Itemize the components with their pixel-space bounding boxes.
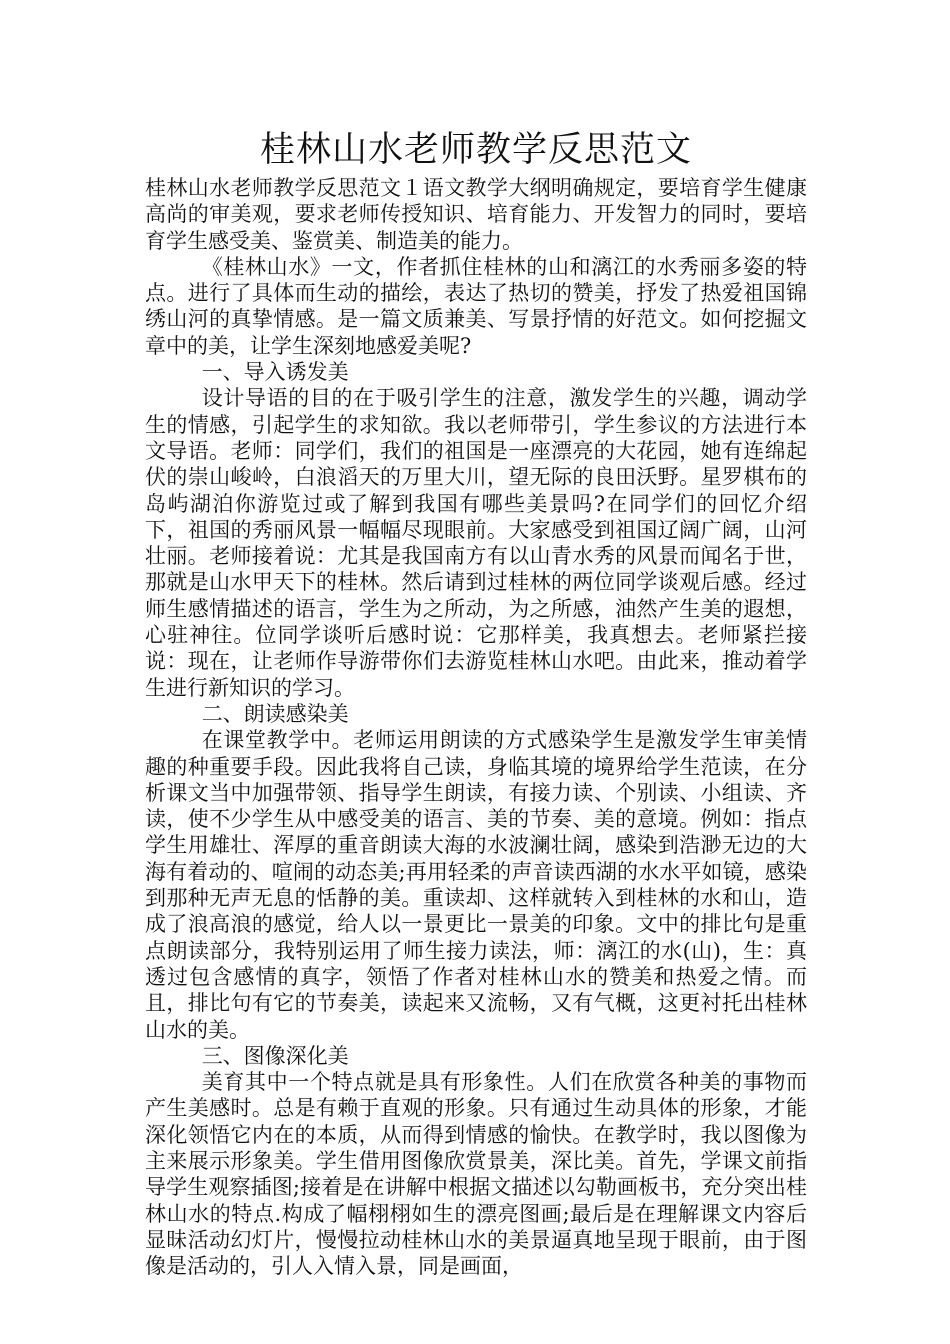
paragraph-section-1: 设计导语的目的在于吸引学生的注意，激发学生的兴趣，调动学生的情感，引起学生的求知欲。我以老师带引，学生参议的方法进行本文导语。老师：同学们，我们的祖国是一座漂亮的大花园，她有连绵起伏的崇山峻岭，白浪滔天的万里大川，望无际的良田沃野。星罗棋布的岛屿湖泊你游览过或了解到我国有哪些美景吗?在同学们的回忆介绍下，祖国的秀丽风景一幅幅尽现眼前。大家感受到祖国辽阔广阔，山河壮丽。老师接着说：尤其是我国南方有以山青水秀的风景而闻名于世，那就是山水甲天下的桂林。然后请到过桂林的两位同学谈观后感。经过师生感情描述的语言，学生为之所动，为之所感，油然产生美的遐想，心驻神往。位同学谈听后感时说：它那样美，我真想去。老师紧拦接说：现在，让老师作导游带你们去游览桂林山水吧。由此来，推动着学生进行新知识的学习。 [145,386,807,700]
section-heading-2: 二、朗读感染美 [201,701,349,726]
paragraph-overview: 《桂林山水》一文，作者抓住桂林的山和漓江的水秀丽多姿的特点。进行了具体而生动的描绘，表达了热切的赞美，抒发了热爱祖国锦绣山河的真挚情感。是一篇文质兼美、写景抒情的好范文。如何挖掘文章中的美，让学生深刻地感爱美呢? [145,254,807,358]
paragraph-intro: 桂林山水老师教学反思范文１语文教学大纲明确规定，要培育学生健康高尚的审美观，要求老师传授知识、培育能力、开发智力的同时，要培育学生感受美、鉴赏美、制造美的能力。 [145,176,807,253]
document-body [145,126,807,1279]
paragraph-section-3: 美育其中一个特点就是具有形象性。人们在欣赏各种美的事物而产生美感时。总是有赖于直观的形象。只有通过生动具体的形象，才能深化领悟它内在的本质，从而得到情感的愉快。在教学时，我以图像为主来展示形象美。学生借用图像欣赏景美，深比美。首先，学课文前指导学生观察插图;接着是在讲解中根据文描述以勾勒画板书，充分突出桂林山水的特点.构成了幅栩栩如生的漂亮图画;最后是在理解课文内容后显昧活动幻灯片，慢慢拉动桂林山水的美景逼真地呈现于眼前，由于图像是活动的，引人入情入景，同是画面， [145,1070,807,1279]
section-heading-1: 一、导入诱发美 [201,360,349,385]
paragraph-section-2: 在课堂教学中。老师运用朗读的方式感染学生是激发学生审美情趣的种重要手段。因此我将自己读，身临其境的境界给学生范读，在分析课文当中加强带领、指导学生朗读，有接力读、个别读、小组读、齐读，使不少学生从中感受美的语言、美的节奏、美的意境。例如：指点学生用雄壮、浑厚的重音朗读大海的水波澜壮阔，感染到浩渺无边的大海有着动的、喧闹的动态美;再用轻柔的声音读西湖的水水平如镜，感染到那种无声无息的恬静的美。重读却、这样就转入到桂林的水和山，造成了浪高浪的感觉，给人以一景更比一景美的印象。文中的排比句是重点朗读部分，我特别运用了师生接力读法，师：漓江的水(山)，生：真透过包含感情的真字，领悟了作者对桂林山水的赞美和热爱之情。而且，排比句有它的节奏美，读起来又流畅，又有气概，这更衬托出桂林山水的美。 [145,728,807,1042]
section-heading-3: 三、图像深化美 [201,1043,349,1068]
document-title: 桂林山水老师教学反思范文 [259,130,692,170]
